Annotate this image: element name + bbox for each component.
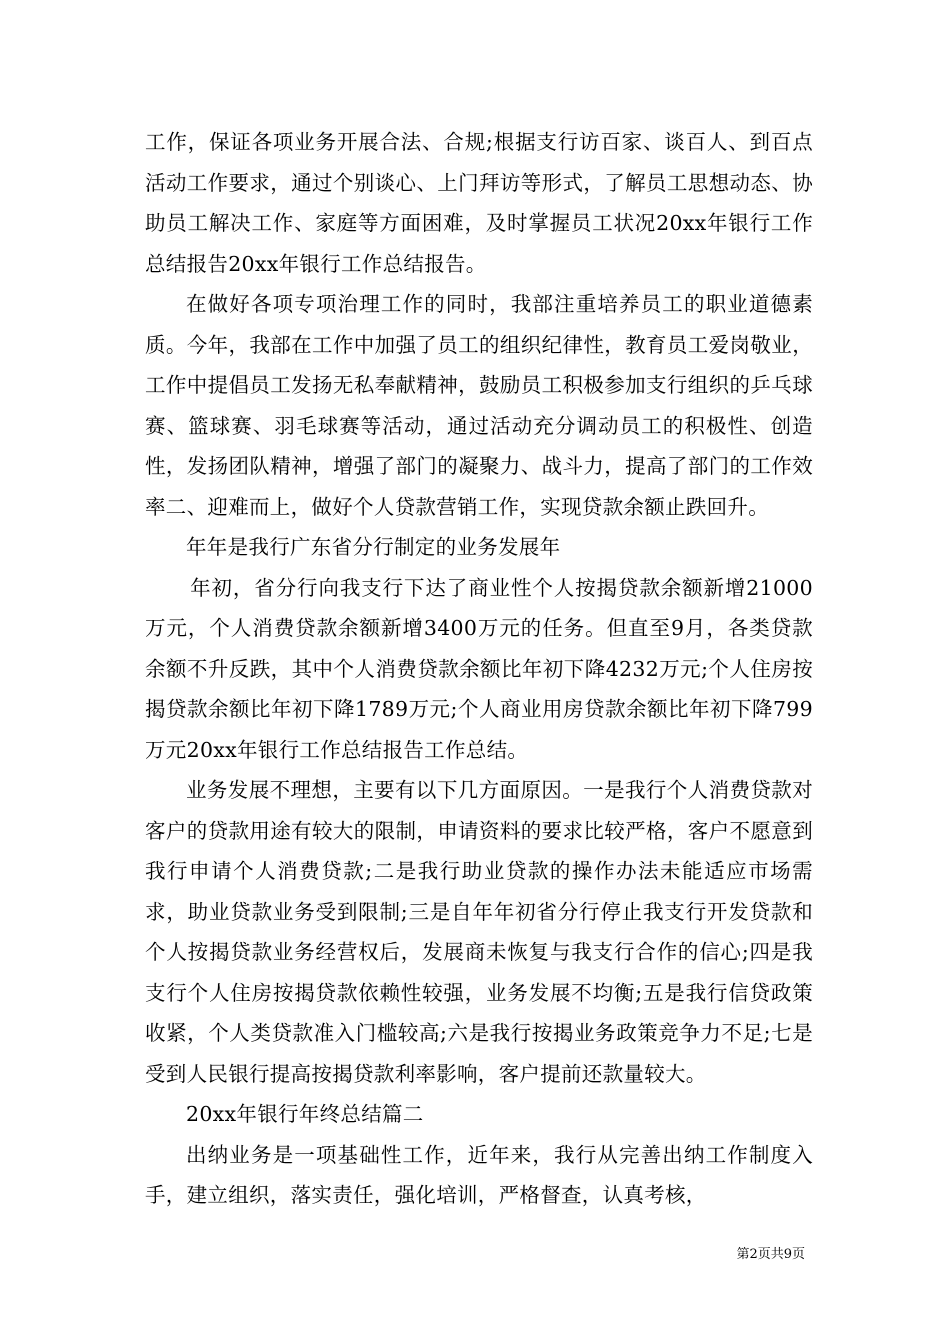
paragraph-continuation: 工作，保证各项业务开展合法、合规;根据支行访百家、谈百人、到百点活动工作要求，通过个别谈心、上门拜访等形式，了解员工思想动态、协助员工解决工作、家庭等方面困难，及时掌握员工状况20xx年银行工作总结报告20xx年银行工作总结报告。 — [145, 130, 813, 276]
paragraph-cashier-business: 出纳业务是一项基础性工作，近年来，我行从完善出纳工作制度入手，建立组织，落实责任，强化培训，严格督查，认真考核， — [145, 1142, 813, 1207]
paragraph-professional-ethics: 在做好各项专项治理工作的同时，我部注重培养员工的职业道德素质。今年，我部在工作中加强了员工的组织纪律性，教育员工爱岗敬业，工作中提倡员工发扬无私奉献精神，鼓励员工积极参加支行组织的乒乓球赛、篮球赛、羽毛球赛等活动，通过活动充分调动员工的积极性、创造性，发扬团队精神，增强了部门的凝聚力、战斗力，提高了部门的工作效率二、迎难而上，做好个人贷款营销工作，实现贷款余额止跌回升。 — [145, 292, 813, 519]
section-heading-part-two: 20xx年银行年终总结篇二 — [186, 1102, 424, 1126]
paragraph-loan-targets: 年初，省分行向我支行下达了商业性个人按揭贷款余额新增21000万元，个人消费贷款余额新增3400万元的任务。但直至9月，各类贷款余额不升反跌，其中个人消费贷款余额比年初下降4232万元;个人住房按揭贷款余额比年初下降1789万元;个人商业用房贷款余额比年初下降799万元20xx年银行工作总结报告工作总结。 — [145, 575, 813, 762]
paragraph-development-year: 年年是我行广东省分行制定的业务发展年 — [186, 535, 561, 559]
paragraph-reasons: 业务发展不理想，主要有以下几方面原因。一是我行个人消费贷款对客户的贷款用途有较大的限制，申请资料的要求比较严格，客户不愿意到我行申请个人消费贷款;二是我行助业贷款的操作办法未能适应市场需求，助业贷款业务受到限制;三是自年年初省分行停止我支行开发贷款和个人按揭贷款业务经营权后，发展商未恢复与我支行合作的信心;四是我支行个人住房按揭贷款依赖性较强，业务发展不均衡;五是我行信贷政策收紧，个人类贷款准入门槛较高;六是我行按揭业务政策竞争力不足;七是受到人民银行提高按揭贷款利率影响，客户提前还款量较大。 — [145, 778, 813, 1086]
page-number-footer: 第2页共9页 — [736, 1247, 805, 1262]
document-body — [145, 122, 813, 1216]
